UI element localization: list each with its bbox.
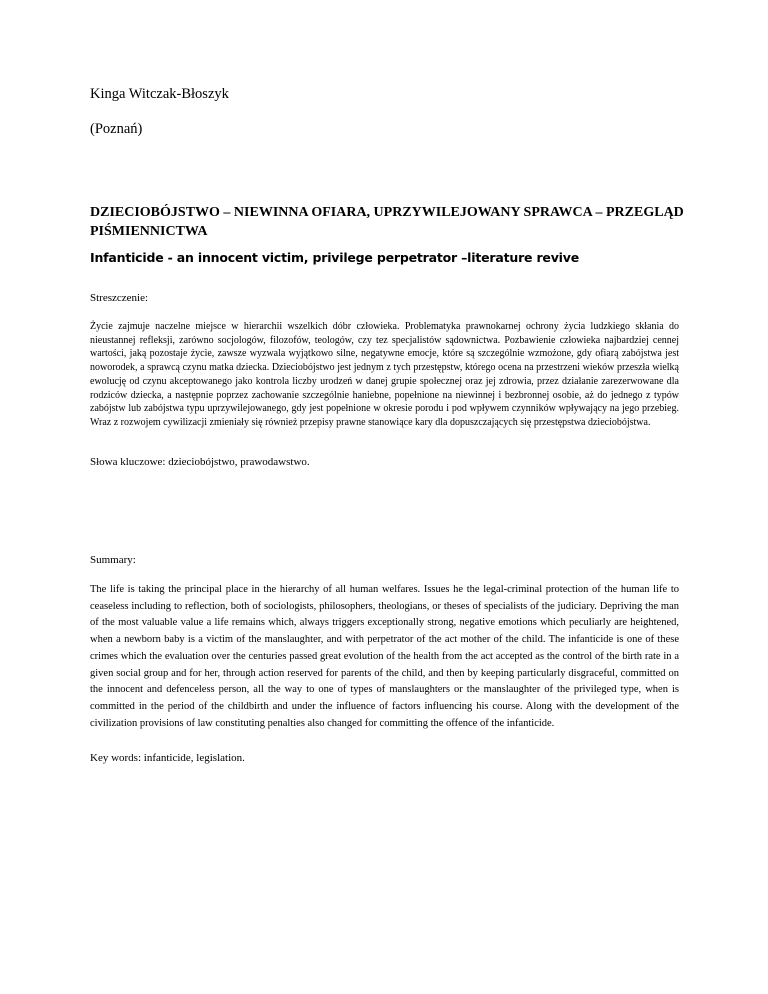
keywords-en: Key words: infanticide, legislation. — [90, 752, 245, 764]
author-affiliation: (Poznań) — [90, 121, 143, 137]
keywords-pl: Słowa kluczowe: dzieciobójstwo, prawodawstwo. — [90, 456, 310, 468]
paper-title: DZIECIOBÓJSTWO – NIEWINNA OFIARA, UPRZYWILEJOWANY SPRAWCA – PRZEGLĄD PIŚMIENNICTWA — [90, 205, 684, 239]
abstract-en-heading: Summary: — [90, 554, 136, 566]
abstract-pl-heading: Streszczenie: — [90, 292, 149, 304]
paper-subtitle-english: Infanticide - an innocent victim, privilege perpetrator –literature revive — [90, 250, 579, 265]
abstract-en-text: The life is taking the principal place in the hierarchy of all human welfares. Issues he the legal-criminal protection of the human life to ceaseless including to reflection, both of sociologists, philosophers, theologians, or theses of specialists of the judiciary. Depriving the man of the most valuable value a life remains which, always triggers exceptionally strong, negative emotions which peculiarly are heightened, when a newborn baby is a victim of the manslaughter, and with perpetrator of the act mother of the child. The infanticide is one of these crimes which the evaluation over the centuries passed great evolution of the health from the act accepted as the control of the birth rate in a given social group and for her, through action reserved for parents of the child, and then by keeping particularly disgraceful, committed on the innocent and defenceless person, all the way to one of types of manslaughters or the manslaughter of the privileged type, when is committed in the period of the childbirth and under the influence of factors influencing his course. Along with the development of the civilization provisions of law constituting penalties also changed for committing the offence of the infanticide. — [90, 584, 679, 729]
abstract-pl-text: Życie zajmuje naczelne miejsce w hierarchii wszelkich dóbr człowieka. Problematyka prawnokarnej ochrony życia ludzkiego skłania do nieustannej refleksji, zarówno socjologów, filozofów, teologów, czy tez specjalistów sądownictwa. Pozbawienie człowieka najbardziej cennej wartości, jaką pozostaje życie, zawsze wyzwala wyjątkowo silne, negatywne emocje, które są szczególnie wzmożone, gdy ofiarą zabójstwa jest noworodek, a sprawcą czynu matka dziecka. Dzieciobójstwo jest jednym z tych przestępstw, którego ocena na przestrzeni wieków przeszła wielką ewolucję od czynu akceptowanego jako kontrola liczby urodzeń w danej grupie społecznej oraz jej zdrowia, przez działanie zarezerwowane dla rodziców dziecka, a następnie poprzez zachowanie szczególnie haniebne, popełnione na niewinnej i bezbronnej osobie, aż do jednego z typów zabójstw lub zabójstwa typu uprzywilejowanego, gdy jest popełnione w okresie porodu i pod wpływem czynników wpływający na jego przebieg. Wraz z rozwojem cywilizacji zmieniały się również przepisy prawne stanowiące kary dla dopuszczających się przestępstwa dzieciobójstwa. — [90, 321, 679, 428]
author-name: Kinga Witczak-Błoszyk — [90, 86, 229, 102]
